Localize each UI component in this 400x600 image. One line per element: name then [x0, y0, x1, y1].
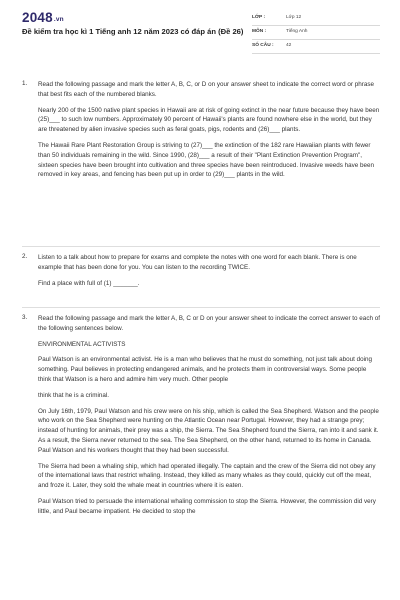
question-instruction: Read the following passage and mark the letter A, B, C, or D on your answer sheet to indicate the correct word or phrase that best fits each of the numbered blanks. [38, 81, 375, 98]
passage-title: ENVIRONMENTAL ACTIVISTS [38, 340, 126, 348]
question-number: 3. [22, 314, 28, 321]
question-body [38, 253, 380, 288]
passage-paragraph: think that he is a criminal. [38, 391, 110, 399]
page-title: Đề kiểm tra học kì 1 Tiếng anh 12 năm 2023 có đáp án (Đề 26) [22, 27, 244, 36]
meta-value: Lớp 12 [286, 15, 302, 20]
question-instruction: Read the following passage and mark the letter A, B, C or D on your answer sheet to indicate the correct answer to each of the following sentences below. [38, 315, 380, 332]
meta-label: LỚP : [252, 15, 266, 20]
meta-row-subject [252, 26, 380, 40]
question-2 [22, 253, 380, 294]
page-header [0, 0, 400, 66]
question-instruction: Listen to a talk about how to prepare for exams and complete the notes with one word for each blank. There is one example that has been done for you. You can listen to the recording TWICE. [38, 254, 357, 271]
question-body [38, 314, 380, 517]
logo-text: 2048 [22, 10, 53, 25]
passage-paragraph: The Sierra had been a whaling ship, which had operated illegally. The captain and the crew of the Sierra did not obey any of the international laws that restrict whaling. Instead, they killed as many whales as they could, quickly cut off the meat, and froze it. Later, they sold the whale meat in countries where it is eaten. [38, 462, 376, 490]
passage-paragraph: Nearly 200 of the 1500 native plant species in Hawaii are at risk of going extinct in the near future because they have been (25)___ to such low numbers. Approximately 90 percent of Hawaii's plants are found nowhere else in the world, but they are threatened by alien invasive species such as feral goats, pigs, rodents and (26)___ plants. [38, 106, 380, 134]
meta-value: 42 [286, 43, 292, 48]
logo-suffix: .vn [53, 16, 64, 23]
exam-meta [252, 12, 380, 54]
question-prompt: Find a place with full of (1) _______. [38, 279, 140, 287]
passage-paragraph: On July 16th, 1979, Paul Watson and his crew were on his ship, which is called the Sea Shepherd. Watson and the people who work on the Sea Shepherd were hunting on the Atlantic Ocean near Portugal. However, they had a strange prey; instead of hunting for animals, their prey was a ship, the Sierra. The Sea Shepherd found the Sierra, ran into it and sank it. As a result, the Sierra never returned to the sea. The Sea Shepherd, on the other hand, returned to its home in Canada. Paul Watson and his workers thought that they had been successful. [38, 407, 379, 454]
passage-paragraph: Paul Watson tried to persuade the international whaling commission to stop the Sierra. However, the commission did very little, and Paul became impatient. He decided to stop the [38, 497, 376, 515]
meta-row-question-count [252, 40, 380, 54]
question-body [38, 80, 380, 180]
site-logo[interactable] [22, 10, 64, 25]
passage-paragraph: Paul Watson is an environmental activist. He is a man who believes that he must do something, not just talk about doing something. Paul believes in protecting endangered animals, and he protects them in controversial ways. Some people think that Watson is a hero and admire him very much. Other people [38, 356, 373, 383]
question-1 [22, 80, 380, 186]
question-divider [22, 307, 380, 308]
question-3 [22, 314, 380, 523]
passage-paragraph: The Hawaii Rare Plant Restoration Group is striving to (27)___ the extinction of the 182 rare Hawaiian plants with fewer than 50 individuals remaining in the wild. Since 1990, (28)___ a result of their "Plant Extinction Prevention Program", sixteen species have been brought into cultivation and three species have been reintroduced. Invasive weeds have been removed in key areas, and fencing has been put up in order to (29)___ plants in the wild. [38, 141, 375, 179]
meta-row-class [252, 12, 380, 26]
meta-value: Tiếng Anh [286, 29, 308, 34]
meta-label: SỐ CÂU : [252, 43, 274, 48]
meta-label: MÔN : [252, 29, 267, 34]
question-divider [22, 246, 380, 247]
question-number: 1. [22, 80, 28, 87]
question-number: 2. [22, 253, 28, 260]
